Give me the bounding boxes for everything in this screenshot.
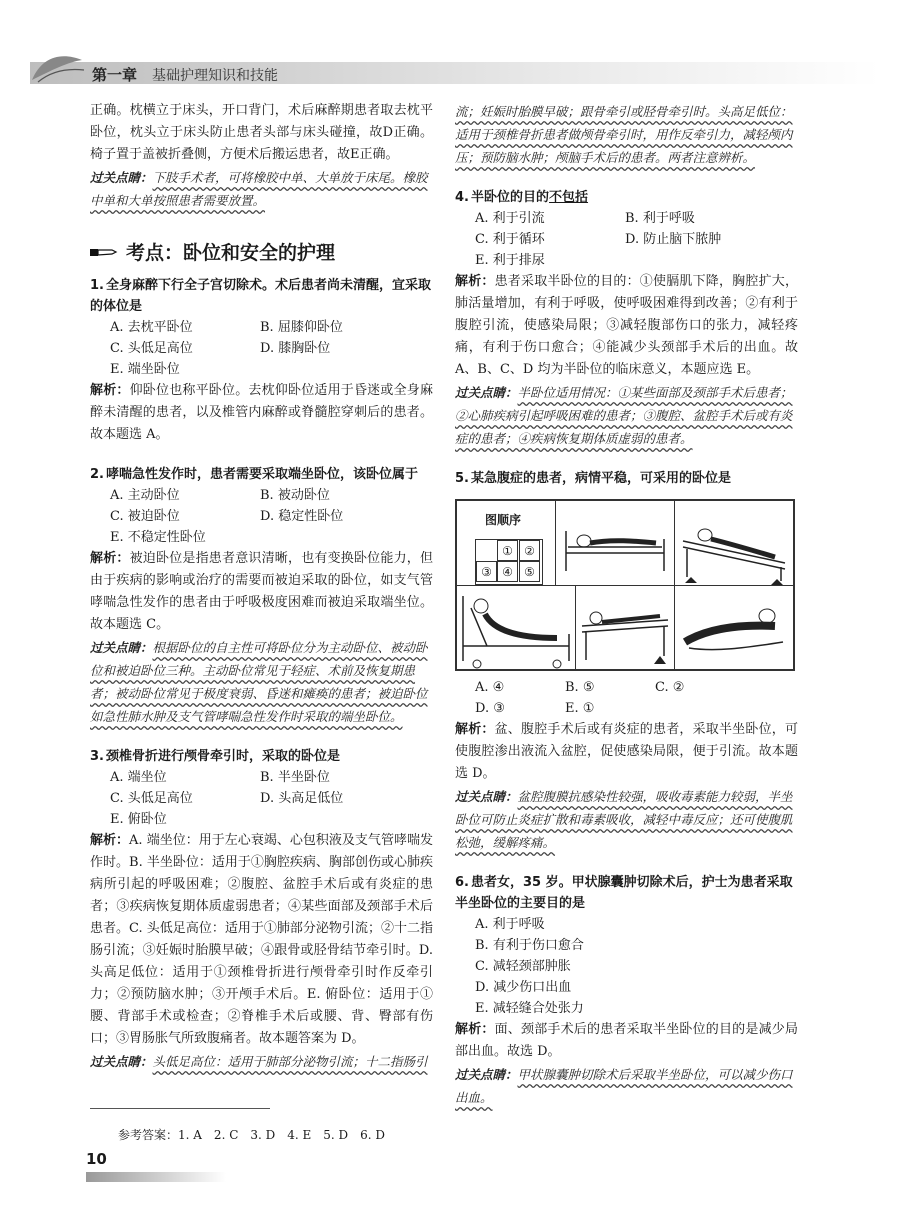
option: D. 减少伤口出血	[475, 980, 572, 995]
head-high-bed-illustration	[576, 586, 674, 669]
question-4-options	[455, 208, 798, 271]
footnote-rule	[90, 1108, 270, 1109]
figure-panel-1	[555, 500, 675, 586]
option: D. ③	[475, 701, 505, 716]
head-low-bed-illustration	[675, 501, 793, 585]
option: D. 防止脑下脓肿	[625, 232, 722, 247]
option: C. 头低足高位	[110, 341, 193, 356]
option: E. 不稳定性卧位	[110, 530, 206, 545]
question-5-note: 过关点睛：盆腔腹膜抗感染性较强，吸收毒素能力较弱，半坐卧位可防止炎症扩散和毒素吸收，减轻中毒反应；还可使腹肌松弛，缓解疼痛。	[455, 789, 793, 850]
question-1-stem: 1. 全身麻醉下行全子宫切除术。术后患者尚未清醒，宜采取的体位是	[90, 278, 432, 314]
option: A. 主动卧位	[110, 488, 180, 503]
option: C. 头低足高位	[110, 791, 193, 806]
positions-figure	[455, 499, 795, 671]
option: C. 被迫卧位	[110, 509, 180, 524]
page-number-bar	[86, 1172, 226, 1182]
option: A. 端坐位	[110, 770, 167, 785]
chapter-label: 第一章	[92, 66, 138, 84]
figure-panel-5	[674, 585, 794, 670]
semi-fowler-bed-illustration	[457, 586, 575, 669]
figure-panel-3	[456, 585, 576, 670]
option: A. 利于呼吸	[475, 917, 545, 932]
option: E. ①	[565, 701, 595, 716]
figure-panel-4	[575, 585, 675, 670]
intro-note: 过关点睛：下肢手术者，可将橡胶中单、大单放于床尾。橡胶中单和大单按照患者需要放置。	[90, 170, 428, 208]
option: A. 去枕平卧位	[110, 320, 193, 335]
option: C. ②	[655, 680, 685, 695]
question-2-note: 过关点睛：根据卧位的自主性可将卧位分为主动卧位、被动卧位和被迫卧位三种。主动卧位常见于轻症、术前及恢复期患者；被动卧位常见于极度衰弱、昏迷和瘫痪的患者；被迫卧位如急性肺水肿及支气管哮喘急性发作时采取的端坐卧位。	[90, 640, 428, 724]
question-3-note: 过关点睛：头低足高位：适用于肺部分泌物引流；十二指肠引	[90, 1054, 428, 1069]
question-2-options	[90, 485, 433, 548]
option: D. 稳定性卧位	[260, 509, 344, 524]
page-header	[0, 0, 900, 95]
option: B. 有利于伤口愈合	[475, 938, 584, 953]
option: D. 膝胸卧位	[260, 341, 331, 356]
option: B. 利于呼吸	[625, 211, 695, 226]
question-2-analysis: 解析：被迫卧位是指患者意识清晰，也有变换卧位能力，但由于疾病的影响或治疗的需要而被迫采取的卧位，如支气管哮喘急性发作的患者由于呼吸极度困难而被迫采取端坐位。故本题选 C。	[90, 551, 433, 632]
pointing-hand-icon	[90, 246, 118, 258]
question-3-analysis: 解析：A. 端坐位：用于左心衰竭、心包积液及支气管哮喘发作时。B. 半坐卧位：适用于①胸腔疾病、胸部创伤或心肺疾病所引起的呼吸困难；②腹腔、盆腔手术后或有炎症的患者；③疾病恢复期体质虚弱患者；④某些面部及颈部手术后患者。C. 头低足高位：适用于①肺部分泌物引流；②十二指肠引流；③妊娠时胎膜早破；④跟骨或胫骨结节牵引时。D. 头高足低位：适用于①颈椎骨折进行颅骨牵引时作反牵引力；②预防脑水肿；③开颅手术后。E. 俯卧位：适用于①腰、背部手术或检查；②脊椎手术后或腰、背、臀部有伤口；③胃肠胀气所致腹痛者。故本题答案为 D。	[90, 833, 433, 1046]
question-3-options	[90, 767, 433, 830]
order-grid: ① ② ③ ④ ⑤	[475, 539, 543, 585]
question-6-note: 过关点睛：甲状腺囊肿切除术后采取半坐卧位，可以减少伤口出血。	[455, 1067, 793, 1105]
question-1-options	[90, 317, 433, 380]
question-2-stem: 2. 哮喘急性发作时，患者需要采取端坐卧位，该卧位属于	[90, 467, 419, 482]
option: D. 头高足低位	[260, 791, 344, 806]
option: B. 半坐卧位	[260, 770, 330, 785]
figure-title: 图顺序	[485, 513, 522, 527]
supine-bed-illustration	[556, 501, 674, 585]
option: C. 利于循环	[475, 232, 545, 247]
emphasis-not-include: 不包括	[549, 190, 589, 205]
option: C. 减轻颈部肿胀	[475, 959, 571, 974]
question-1-analysis: 解析：仰卧位也称平卧位。去枕仰卧位适用于昏迷或全身麻醉未清醒的患者，以及椎管内麻醉或脊髓腔穿刺后的患者。故本题选 A。	[90, 383, 433, 442]
right-column	[455, 100, 798, 1109]
question-3-stem: 3. 颈椎骨折进行颅骨牵引时，采取的卧位是	[90, 749, 341, 764]
option: B. 屈膝仰卧位	[260, 320, 343, 335]
question-6-options	[455, 914, 798, 1019]
option: B. ⑤	[565, 680, 595, 695]
leaf-logo-icon	[28, 48, 88, 88]
chapter-title: 基础护理知识和技能	[152, 68, 278, 84]
option: E. 端坐卧位	[110, 362, 180, 377]
figure-order-cell	[456, 500, 556, 586]
question-5-stem: 5. 某急腹症的患者，病情平稳，可采用的卧位是	[455, 471, 732, 486]
option: A. ④	[475, 680, 505, 695]
question-4-stem: 4. 半卧位的目的不包括	[455, 190, 589, 205]
option: E. 利于排尿	[475, 253, 545, 268]
left-column	[90, 100, 433, 1073]
option: E. 减轻缝合处张力	[475, 1001, 584, 1016]
continued-note: 流；妊娠时胎膜早破；跟骨牵引或胫骨牵引时。头高足低位：适用于颈椎骨折患者做颅骨牵引时，用作反牵引力，减轻颅内压；预防脑水肿；颅脑手术后的患者。两者注意辨析。	[455, 104, 793, 165]
figure-panel-2	[674, 500, 794, 586]
question-4-note: 过关点睛：半卧位适用情况：①某些面部及颈部手术后患者；②心肺疾病引起呼吸困难的患者；③腹腔、盆腔手术后或有炎症的患者；④疾病恢复期体质虚弱的患者。	[455, 385, 793, 446]
prone-position-illustration	[675, 586, 793, 669]
answer-key: 参考答案：1. A 2. C 3. D 4. E 5. D 6. D	[118, 1128, 386, 1142]
intro-text: 正确。枕横立于床头，开口背门，术后麻醉期患者取去枕平卧位，枕头立于床头防止患者头部与床头碰撞，故D正确。椅子置于盖被折叠侧，方便术后搬运患者，故E正确。	[90, 103, 433, 162]
option: A. 利于引流	[475, 211, 545, 226]
option: E. 俯卧位	[110, 812, 167, 827]
question-6-stem: 6. 患者女，35 岁。甲状腺囊肿切除术后，护士为患者采取半坐卧位的主要目的是	[455, 875, 793, 911]
question-4-analysis: 解析：患者采取半卧位的目的：①使膈肌下降，胸腔扩大，肺活量增加，有利于呼吸，使呼吸困难得到改善；②有利于腹腔引流，使感染局限；③减轻腹部伤口的张力，减轻疼痛，有利于伤口愈合；④能减少头颈部手术后的出血。故 A、B、C、D 均为半卧位的临床意义，本题应选 E。	[455, 274, 798, 377]
page-number: 10	[86, 1150, 107, 1168]
question-6-analysis: 解析：面、颈部手术后的患者采取半坐卧位的目的是减少局部出血。故选 D。	[455, 1022, 798, 1059]
option: B. 被动卧位	[260, 488, 330, 503]
section-title: 考点：卧位和安全的护理	[90, 238, 433, 265]
question-5-analysis: 解析：盆、腹腔手术后或有炎症的患者，采取半坐卧位，可使腹腔渗出液流入盆腔，促使感染局限，便于引流。故本题选 D。	[455, 722, 798, 781]
question-5-options	[455, 677, 798, 719]
